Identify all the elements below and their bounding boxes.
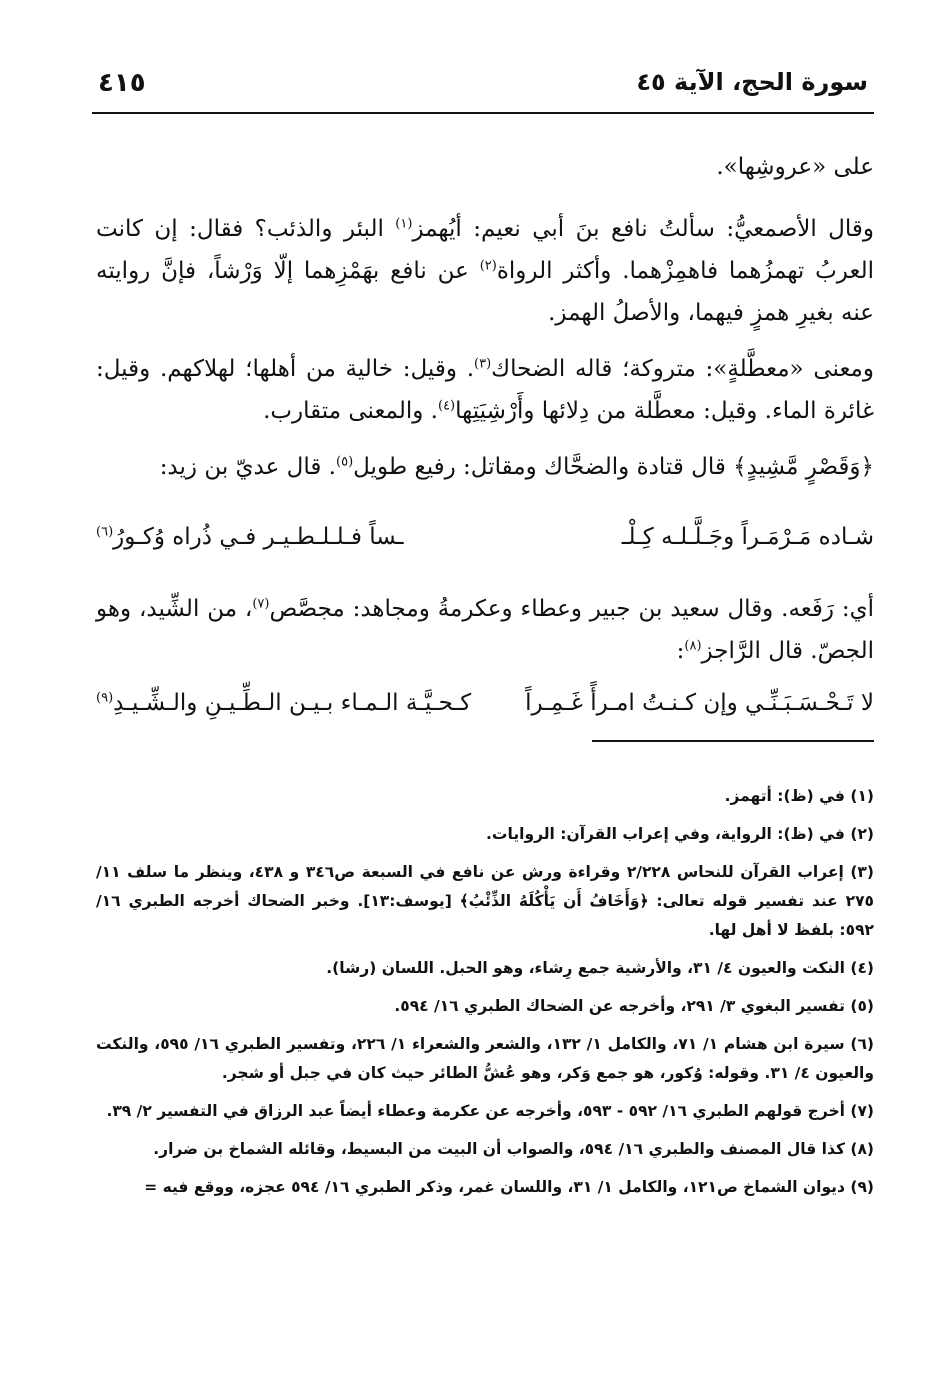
- footnote-6: (٦) سيرة ابن هشام ١/ ٧١، والكامل ١/ ١٣٢، والشعر والشعراء ١/ ٢٢٦، وتفسير الطبري ١٦/ ٥٩٥، والنكت والعيون ٤/ ٣١. وقوله: وُكور، هو جمع وَكر، وهو عُشُّ الطائر حيث كان في جبل أو شجر.: [96, 1035, 874, 1082]
- paragraph-4-text-a: ﴿وَقَصْرٍ مَّشِيدٍ﴾ قال قتادة والضحَّاك ومقاتل: رفيع طويل: [353, 454, 874, 480]
- paragraph-2-text-b: البئر والذئب؟ فقال: إن كانت العربُ تهمزُهما فاهمِزْهما. وأكثر الرواة: [96, 216, 874, 284]
- paragraph-1-text: على «عروشِها».: [716, 154, 874, 180]
- paragraph-2-text-c: عن نافع بهَمْزِهما إلّا وَرْشاً، فإنَّ روايته عنه بغيرِ همزٍ فيهما، والأصلُ الهمز.: [96, 258, 874, 326]
- footnote-ref-8: (٨): [684, 638, 702, 654]
- verse-1-first-hemistich: شـاده مَـرْمَـراً وجَـلَّـلـه كِـلْـ: [621, 524, 874, 550]
- paragraph-3-text-b: . وقيل: خالية من أهلها؛ لهلاكهم. وقيل: غائرة الماء. وقيل: معطَّلة من دِلائها وأَرْشِيَتِها: [96, 356, 874, 424]
- footnote-ref-4: (٤): [437, 398, 456, 414]
- footnotes: [96, 782, 874, 1211]
- verse-2-second-hemistich: كـحـيَّـة الـمـاء بـيـن الـطِّـيـنِ والـشِّـيـدِ: [113, 690, 472, 716]
- footnote-ref-5: (٥): [336, 454, 354, 470]
- paragraph-4: [96, 446, 874, 488]
- footnote-ref-6: (٦): [96, 524, 114, 540]
- paragraph-5-text-c: :: [676, 638, 685, 664]
- footnote-4: (٤) النكت والعيون ٤/ ٣١، والأرشية جمع رِشاء، وهو الحبل. اللسان (رشا).: [326, 959, 874, 977]
- main-text-block-1: [96, 146, 874, 488]
- footnote-3: (٣) إعراب القرآن للنحاس ٢/٢٢٨ وقراءة ورش عن نافع في السبعة ص٣٤٦ و ٤٣٨، وينظر ما سلف ١١/ ٢٧٥ عند تفسير قوله تعالى: ﴿وَأَخَافُ أَن يَأْكُلَهُ الذِّئْبُ﴾ [يوسف:١٣]. وخبر الضحاك أخرجه الطبري ١٦/ ٥٩٢: بلفظ لا أهل لها.: [96, 863, 875, 939]
- footnote-2: (٢) في (ظ): الرواية، وفي إعراب القرآن: الروايات.: [486, 825, 874, 843]
- footnote-ref-7: (٧): [252, 596, 270, 612]
- paragraph-4-text-b: . قال عديّ بن زيد:: [159, 454, 336, 480]
- paragraph-1: [96, 146, 874, 188]
- footnote-8: (٨) كذا قال المصنف والطبري ١٦/ ٥٩٤، والصواب أن البيت من البسيط، وقائله الشماخ بن ضرار.: [153, 1140, 874, 1158]
- running-header: [92, 64, 874, 114]
- paragraph-2-text-a: وقال الأصمعيُّ: سألتُ نافع بنَ أبي نعيم: أيُهمز: [412, 216, 874, 242]
- verse-1-second-hemistich-wrap: [96, 524, 404, 550]
- page-number: ٤١٥: [98, 68, 146, 98]
- paragraph-5-text-b: ، من الشِّيد، وهو الجصّ. قال الرَّاجز: [96, 596, 874, 664]
- footnote-1: (١) في (ظ): أتهمز.: [724, 787, 874, 805]
- footnote-ref-3: (٣): [474, 356, 492, 372]
- verse-1-second-hemistich: ـساً فـلـلـطـيـر فـي ذُراه وُكـورُ: [113, 524, 404, 550]
- paragraph-3-text-c: . والمعنى متقارب.: [263, 398, 438, 424]
- verse-1: [96, 524, 874, 566]
- paragraph-3-text-a: ومعنى «معطَّلةٍ»: متروكة؛ قاله الضحاك: [491, 356, 874, 382]
- footnote-9: (٩) ديوان الشماخ ص١٢١، والكامل ١/ ٣١، واللسان غمر، وذكر الطبري ١٦/ ٥٩٤ عجزه، ووقع فيه =: [144, 1178, 874, 1196]
- main-text-block-2: [96, 588, 874, 672]
- footnote-ref-9: (٩): [96, 690, 114, 706]
- paragraph-3: [96, 348, 874, 432]
- header-rule: [92, 112, 874, 114]
- paragraph-5: [96, 588, 874, 672]
- paragraph-5-text-a: أي: رَفَعه. وقال سعيد بن جبير وعطاء وعكرمةُ ومجاهد: مجصَّص: [269, 596, 874, 622]
- verse-2-second-hemistich-wrap: [96, 690, 471, 716]
- verse-2: [96, 690, 874, 732]
- footnote-separator: [592, 740, 874, 742]
- paragraph-2: [96, 208, 874, 334]
- verse-2-first-hemistich: لا تَـحْـسَـبَـنِّـي وإن كـنـتُ امـرأً غَـمِـراً: [525, 690, 874, 716]
- footnote-5: (٥) تفسير البغوي ٣/ ٢٩١، وأخرجه عن الضحاك الطبري ١٦/ ٥٩٤.: [394, 997, 874, 1015]
- footnote-ref-2: (٢): [479, 258, 497, 274]
- footnote-7: (٧) أخرج قولهم الطبري ١٦/ ٥٩٢ - ٥٩٣، وأخرجه عن عكرمة وعطاء أيضاً عبد الرزاق في التفسير ٢/ ٣٩.: [106, 1102, 874, 1120]
- footnote-ref-1: (١): [395, 216, 413, 232]
- surah-heading: سورة الحج، الآية ٤٥: [636, 68, 868, 96]
